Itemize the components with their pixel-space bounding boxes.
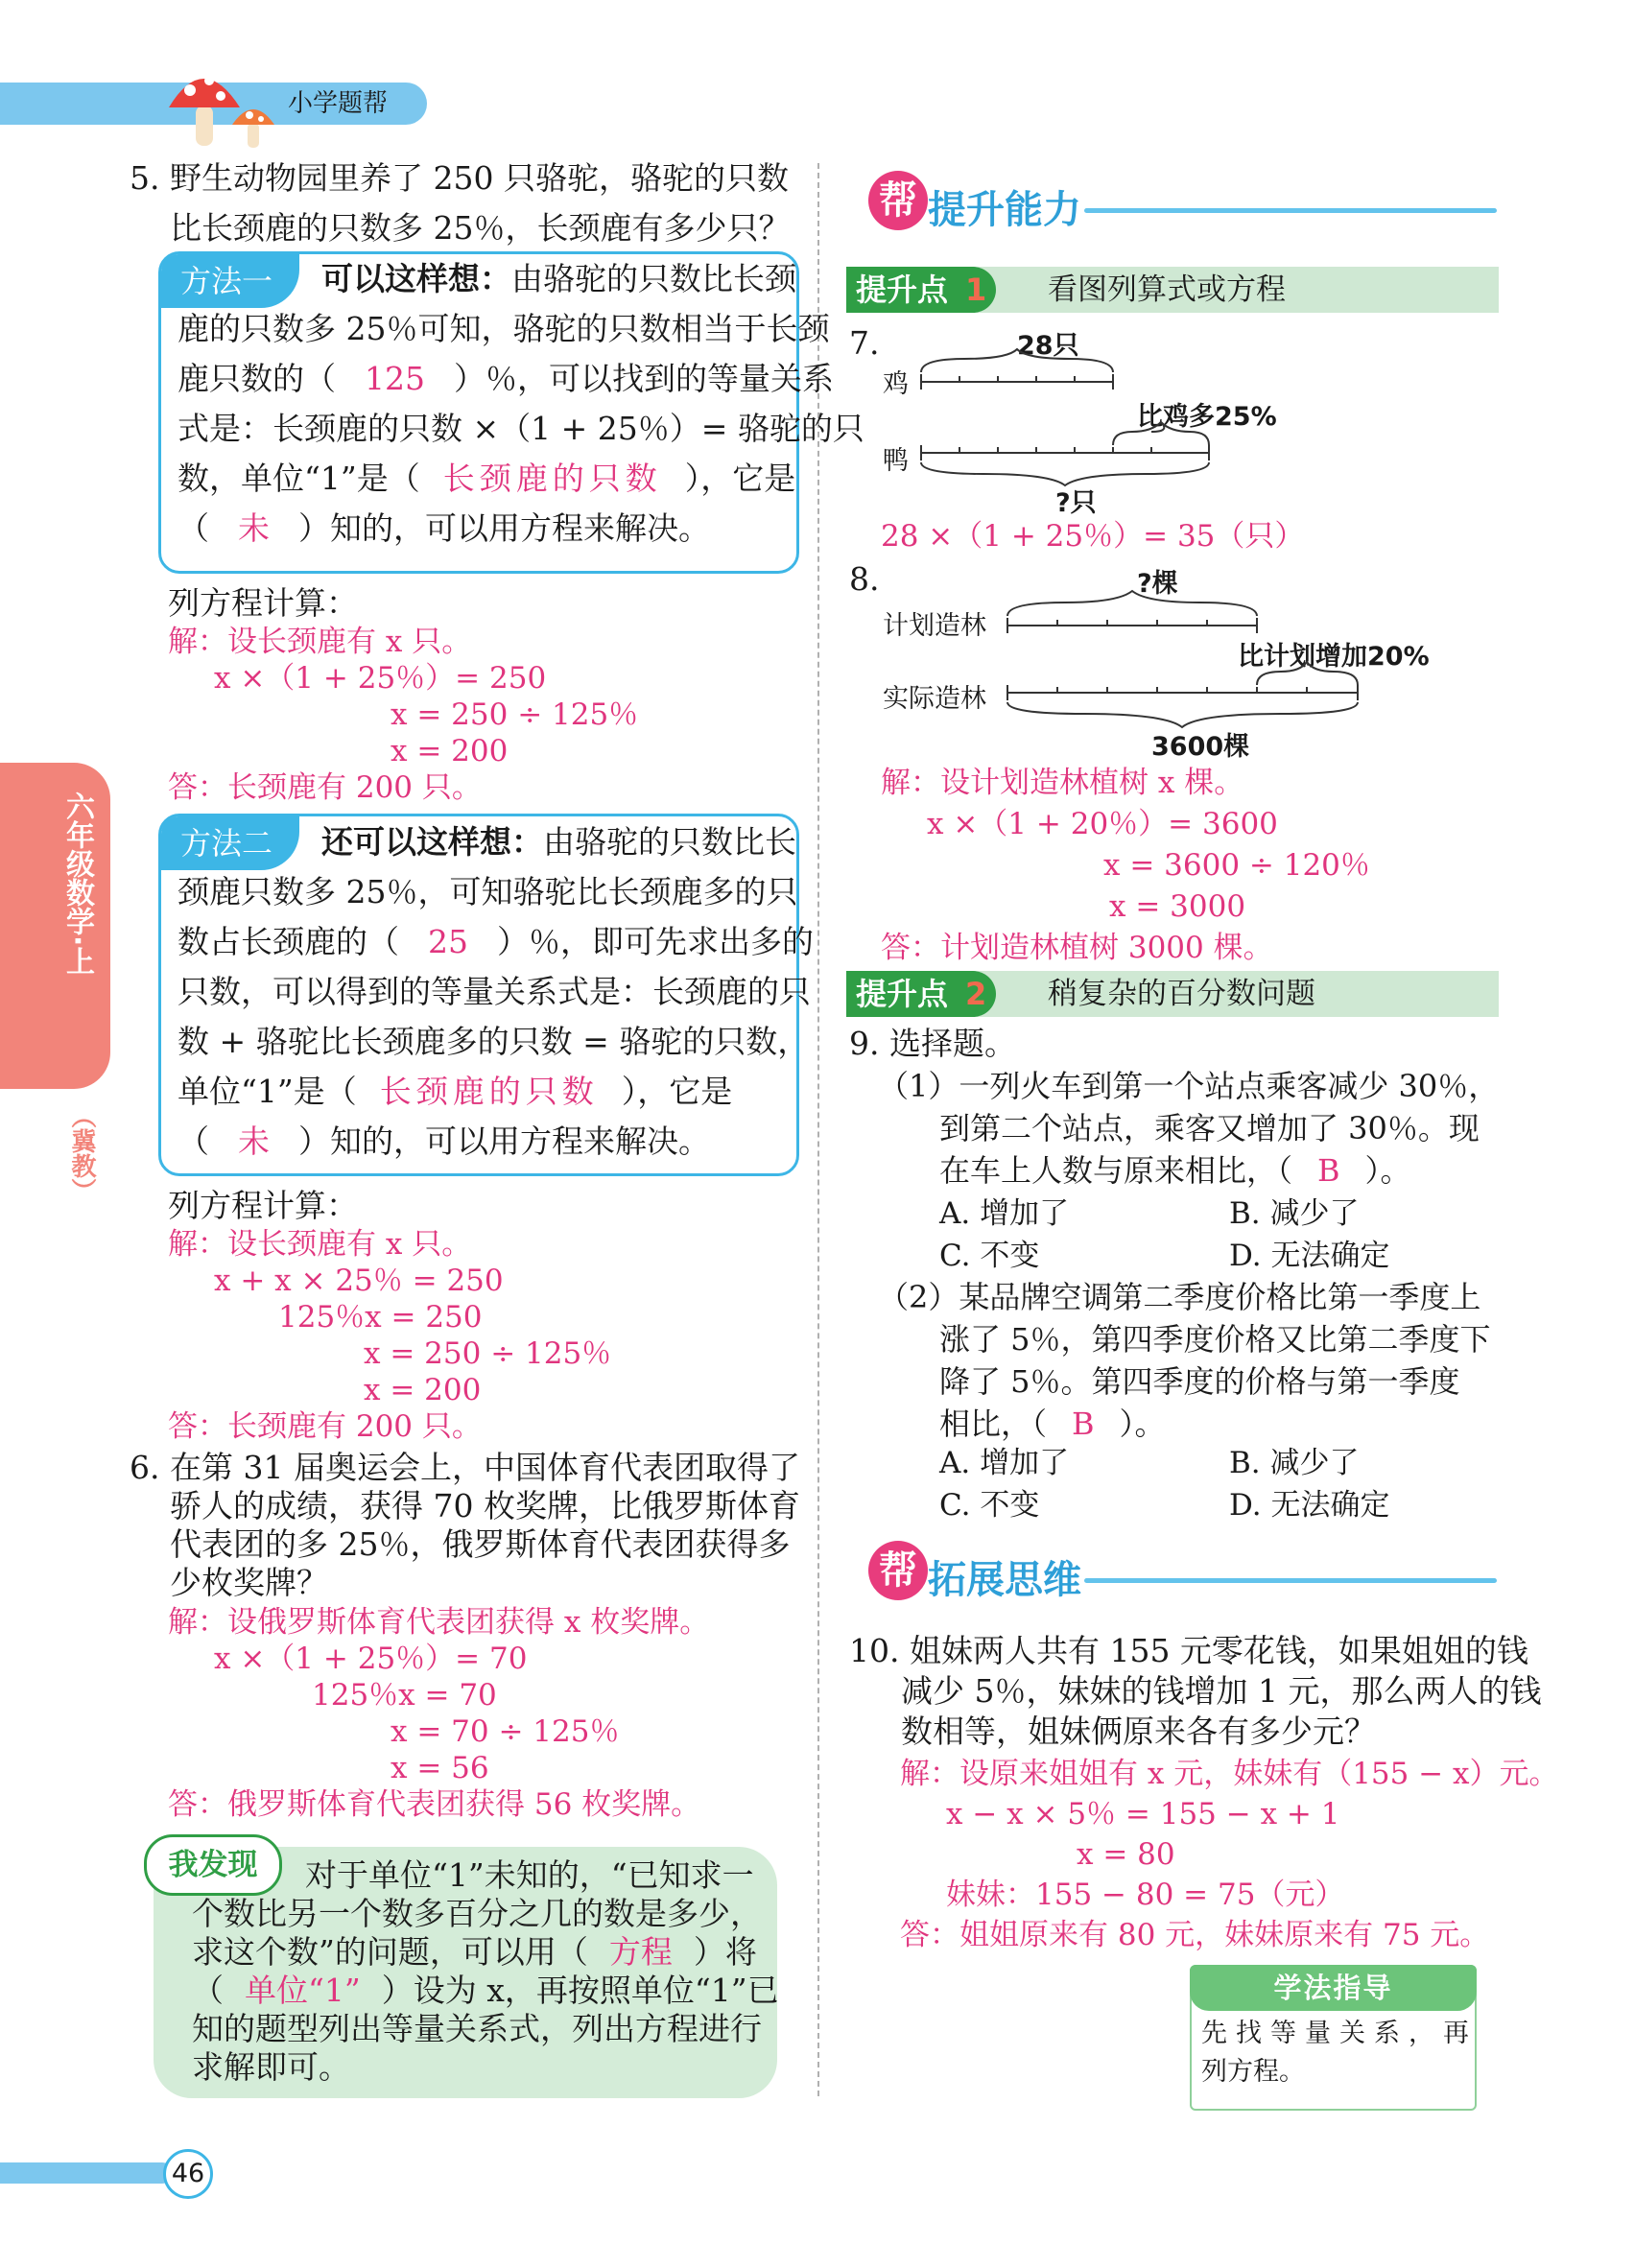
solution1: [168, 624, 638, 806]
q8-solution: [881, 763, 1370, 969]
solution2-line: 答：长颈鹿有 200 只。: [168, 1409, 482, 1444]
q6-stem: [130, 1449, 800, 1602]
solution1-line: 解：设长颈鹿有 x 只。: [168, 625, 472, 659]
study-tip-text: [1201, 2015, 1478, 2091]
q7-extra-label: 比鸡多25%: [1137, 402, 1277, 432]
method1-tag: 方法一: [161, 254, 299, 308]
discovery-line: 求解即可。: [192, 2048, 350, 2086]
option-d: D. 无法确定: [1229, 1239, 1390, 1273]
section-line-expand: [1084, 1578, 1497, 1583]
discovery-line: 知的题型列出等量关系式，列出方程进行: [192, 2010, 762, 2047]
section-title-improve: 提升能力: [928, 188, 1081, 232]
calc-label-2: 列方程计算：: [168, 1187, 358, 1224]
header-brand: 小学题帮: [288, 89, 389, 118]
discovery-tag: 我发现: [144, 1834, 282, 1896]
method1-blank-percent: 125: [365, 360, 425, 397]
q7-row2-label: 鸭: [883, 446, 909, 476]
q6-stem-line: 骄人的成绩，获得 70 枚奖牌，比俄罗斯体育: [170, 1487, 800, 1524]
method2-blank-percent: 25: [428, 923, 468, 960]
q8-row1-label: 计划造林: [883, 611, 986, 641]
method2-line: 颈鹿只数多 25％，可知骆驼比长颈鹿多的只: [178, 873, 798, 910]
method1-line-text: 由骆驼的只数比长颈: [511, 260, 796, 297]
q6-solution-line: 125％x = 70: [312, 1678, 497, 1713]
solution1-line: 答：长颈鹿有 200 只。: [168, 770, 482, 805]
q9-stem: 9. 选择题。: [849, 1025, 1016, 1062]
method2-tag: 方法二: [161, 816, 299, 870]
q9-part2-line: （2）某品牌空调第二季度价格比第一季度上: [878, 1279, 1481, 1315]
solution1-line: x = 200: [391, 734, 509, 768]
section-title-expand: 拓展思维: [928, 1558, 1081, 1602]
solution2-line: x = 250 ÷ 125％: [364, 1336, 612, 1371]
q8-extra-label: 比计划增加20%: [1238, 642, 1430, 672]
point2-tag: 提升点 2: [846, 971, 996, 1017]
solution1-line: x = 250 ÷ 125％: [391, 697, 639, 732]
q9-part1-answer: B: [1317, 1152, 1340, 1189]
method2-line: 单位“1”是（ 长颈鹿的只数 ），它是: [178, 1073, 733, 1110]
footer-ribbon: [0, 2162, 173, 2184]
bang-badge-improve: 帮: [868, 171, 928, 230]
q10-solution-line: 答：姐姐原来有 80 元，妹妹原来有 75 元。: [900, 1918, 1490, 1952]
calc-label-1: 列方程计算：: [168, 584, 358, 622]
q9-part2: [878, 1276, 1491, 1445]
method2-line-text: 由骆驼的只数比长: [543, 823, 796, 861]
q9-part2-answer: B: [1072, 1406, 1095, 1442]
discovery-blank-method: 方程: [608, 1933, 673, 1971]
q9-part1: [878, 1065, 1499, 1192]
q9-part1-line: 在车上人数与原来相比，（ B ）。: [939, 1152, 1411, 1189]
solution2-line: x = 200: [364, 1373, 482, 1407]
q7-label-top: 28只: [1017, 331, 1079, 361]
method2-blank-unit: 长颈鹿的只数: [379, 1073, 599, 1110]
study-tip-title: 学法指导: [1190, 1965, 1477, 2011]
q6-solution-line: x ×（1 + 25％）= 70: [214, 1642, 528, 1676]
discovery-line: （ 单位“1” ）设为 x，再按照单位“1”已: [192, 1972, 779, 2009]
solution2-line: x + x × 25％ = 250: [214, 1264, 504, 1298]
q6-solution-line: x = 70 ÷ 125％: [391, 1714, 620, 1749]
method2-line: [178, 817, 796, 867]
q8-solution-line: x = 3000: [1109, 889, 1246, 924]
discovery-blank-unit: 单位“1”: [245, 1972, 361, 2009]
method2-line: 数占长颈鹿的（ 25 ）％，即可先求出多的: [178, 923, 814, 960]
point2-title: 稍复杂的百分数问题: [1048, 977, 1315, 1011]
method1-line: （ 未 ）知的，可以用方程来解决。: [178, 509, 710, 547]
solution2-line: 125％x = 250: [278, 1300, 483, 1335]
q10-stem-line: 10. 姐妹两人共有 155 元零花钱，如果姐姐的钱: [849, 1632, 1528, 1669]
method2-text: [178, 817, 814, 1167]
option-b: B. 减少了: [1229, 1446, 1360, 1480]
method2-lead: 还可以这样想：: [321, 823, 543, 861]
option-b: B. 减少了: [1229, 1196, 1360, 1231]
method1-line: 鹿只数的（ 125 ）％，可以找到的等量关系: [178, 360, 834, 397]
method1-line: 数，单位“1”是（ 长颈鹿的只数 ），它是: [178, 460, 796, 497]
mushroom-icon: [165, 58, 290, 157]
q5-stem-line: 5. 野生动物园里养了 250 只骆驼，骆驼的只数: [130, 159, 789, 197]
q8-solution-line: 解：设计划造林植树 x 棵。: [881, 766, 1244, 800]
option-a: A. 增加了: [939, 1196, 1070, 1231]
solution2-line: 解：设长颈鹿有 x 只。: [168, 1227, 472, 1262]
q8-label-bottom: 3600棵: [1151, 732, 1250, 762]
q8-line-diagram: [998, 587, 1372, 731]
point1-title: 看图列算式或方程: [1048, 272, 1286, 307]
q10-solution-line: 解：设原来姐姐有 x 元，妹妹有（155 − x）元。: [900, 1757, 1559, 1791]
solution1-line: x ×（1 + 25％）= 250: [214, 661, 547, 696]
q7-label-bottom: ?只: [1055, 488, 1097, 518]
q6-stem-line: 代表团的多 25％，俄罗斯体育代表团获得多: [170, 1525, 791, 1563]
method2-line: （ 未 ）知的，可以用方程来解决。: [178, 1122, 710, 1160]
q6-solution-line: x = 56: [391, 1751, 489, 1785]
column-divider: [817, 163, 819, 2096]
q5-stem-line: 比长颈鹿的只数多 25％，长颈鹿有多少只？: [170, 209, 791, 247]
q8-label-top: ?棵: [1137, 569, 1178, 599]
q6-solution-line: 答：俄罗斯体育代表团获得 56 枚奖牌。: [168, 1787, 701, 1822]
q10-solution-line: x − x × 5％ = 155 − x + 1: [946, 1797, 1340, 1831]
option-d: D. 无法确定: [1229, 1488, 1390, 1523]
q6-solution: [168, 1604, 709, 1823]
q6-stem-line: 少枚奖牌？: [170, 1564, 328, 1601]
q8-solution-line: x = 3600 ÷ 120％: [1103, 848, 1370, 883]
q8-solution-line: 答：计划造林植树 3000 棵。: [881, 931, 1273, 965]
method2-blank-known: 未: [238, 1122, 270, 1160]
method1-lead: 可以这样想：: [321, 260, 511, 297]
q10-stem-line: 数相等，姐妹俩原来各有多少元？: [901, 1713, 1376, 1750]
q10-solution-line: x = 80: [1077, 1837, 1175, 1872]
q7-row1-label: 鸡: [883, 369, 909, 399]
q10-stem: [849, 1631, 1541, 1752]
option-c: C. 不变: [939, 1488, 1040, 1523]
method1-line: 鹿的只数多 25％可知，骆驼的只数相当于长颈: [178, 310, 830, 347]
q9-part1-line: （1）一列火车到第一个站点乘客减少 30％，: [878, 1068, 1500, 1104]
side-tab-edition: （冀教）: [67, 1103, 96, 1203]
discovery-line: 求这个数”的问题，可以用（ 方程 ）将: [192, 1933, 757, 1971]
q5-stem: [130, 154, 790, 253]
q8-number: 8.: [849, 560, 880, 598]
discovery-line: 对于单位“1”未知的，“已知求一: [305, 1856, 754, 1894]
method1-line: [178, 254, 796, 304]
q7-line-diagram: [912, 345, 1238, 489]
option-a: A. 增加了: [939, 1446, 1070, 1480]
q9-part1-line: 到第二个站点，乘客又增加了 30％。现: [939, 1110, 1480, 1146]
section-line-improve: [1084, 208, 1497, 213]
solution2: [168, 1226, 611, 1445]
side-tab: [0, 763, 110, 1089]
discovery-text: [192, 1856, 779, 2087]
q10-solution: [900, 1754, 1559, 1955]
method1-blank-unit: 长颈鹿的只数: [442, 460, 662, 497]
q6-stem-line: 6. 在第 31 届奥运会上，中国体育代表团取得了: [130, 1449, 800, 1486]
study-tip-line: 列方程。: [1201, 2057, 1305, 2087]
q10-solution-line: 妹妹：155 − 80 = 75（元）: [946, 1878, 1345, 1912]
method2-line: 只数，可以得到的等量关系式是：长颈鹿的只: [178, 973, 811, 1010]
point1-tag: 提升点 1: [846, 267, 996, 313]
page-number: 46: [163, 2149, 213, 2199]
q7-number: 7.: [849, 324, 880, 362]
q8-solution-line: x ×（1 + 20％）= 3600: [927, 807, 1278, 841]
method1-text: [178, 254, 864, 554]
discovery-line: 个数比另一个数多百分之几的数是多少，: [192, 1895, 762, 1932]
bang-badge-expand: 帮: [868, 1541, 928, 1600]
method1-blank-known: 未: [238, 509, 270, 547]
study-tip-line: 先找等量关系，再: [1201, 2019, 1478, 2048]
q9-part2-line: 相比，（ B ）。: [939, 1406, 1166, 1442]
side-tab-grade: 六年级数学·上: [60, 791, 94, 976]
q10-stem-line: 减少 5％，妹妹的钱增加 1 元，那么两人的钱: [901, 1672, 1542, 1710]
q7-answer: 28 ×（1 + 25％）= 35（只）: [881, 519, 1305, 554]
q8-row2-label: 实际造林: [883, 684, 986, 714]
q9-part2-line: 涨了 5％，第四季度价格又比第二季度下: [939, 1321, 1491, 1358]
q6-solution-line: 解：设俄罗斯体育代表团获得 x 枚奖牌。: [168, 1605, 710, 1640]
option-c: C. 不变: [939, 1239, 1040, 1273]
method1-line: 式是：长颈鹿的只数 ×（1 + 25％）= 骆驼的只: [178, 410, 864, 447]
q9-part2-line: 降了 5％。第四季度的价格与第一季度: [939, 1363, 1460, 1400]
method2-line: 数 + 骆驼比长颈鹿多的只数 = 骆驼的只数，: [178, 1023, 810, 1060]
